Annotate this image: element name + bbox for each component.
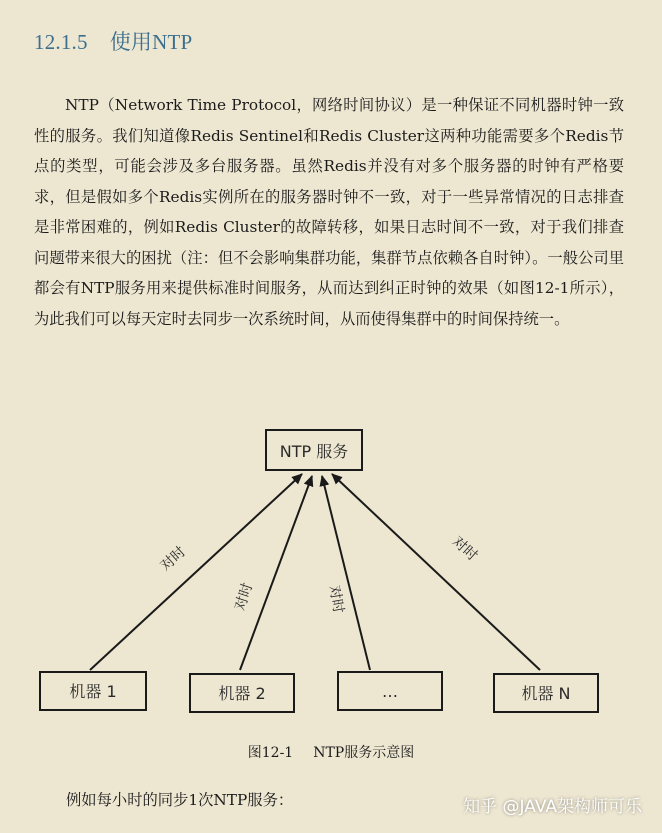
figure-caption	[0, 742, 662, 762]
arrow-machine-2	[240, 476, 312, 670]
section-title: 使用NTP	[109, 30, 193, 54]
ntp-server-box	[266, 430, 362, 470]
arrow-label-4: 对时	[448, 533, 481, 565]
example-text: 例如每小时的同步1次NTP服务：	[66, 791, 294, 809]
machine-box-2	[190, 674, 294, 712]
machine-box-1	[40, 672, 146, 710]
ntp-diagram	[0, 420, 662, 740]
arrow-label-2: 对时	[232, 580, 257, 613]
arrow-machine-1	[90, 474, 302, 670]
figure-title: NTP服务示意图	[313, 745, 415, 761]
section-heading	[34, 26, 192, 56]
ntp-server-label: NTP 服务	[279, 442, 349, 461]
watermark: 知乎 @JAVA架构师可乐	[463, 797, 642, 817]
section-number: 12.1.5	[34, 30, 88, 54]
arrow-label-1: 对时	[157, 543, 190, 575]
machine-label-2: 机器 2	[218, 684, 266, 703]
body-paragraph: NTP（Network Time Protocol，网络时间协议）是一种保证不同机器时钟一致性的服务。我们知道像Redis Sentinel和Redis Cluster这两种功能需要多个Redis节点的类型，可能会涉及多台服务器。虽然Redis并没有对多个服务器的时钟有严格要求，但是假如多个Redis实例所在的服务器时钟不一致，对于一些异常情况的日志排查是非常困难的，例如Redis Cluster的故障转移，如果日志时间不一致，对于我们排查问题带来很大的困扰（注：但不会影响集群功能，集群节点依赖各自时钟）。一般公司里都会有NTP服务用来提供标准时间服务，从而达到纠正时钟的效果（如图12-1所示），为此我们可以每天定时去同步一次系统时间，从而使得集群中的时间保持统一。	[34, 96, 624, 328]
machine-label-ellipsis: …	[382, 682, 398, 701]
figure-number: 图12-1	[247, 745, 294, 761]
machine-box-ellipsis	[338, 672, 442, 710]
machine-label-1: 机器 1	[69, 682, 117, 701]
machine-label-n: 机器 N	[521, 684, 571, 703]
arrow-label-3: 对时	[325, 584, 347, 615]
machine-box-n	[494, 674, 598, 712]
arrow-machine-ellipsis	[322, 476, 370, 670]
